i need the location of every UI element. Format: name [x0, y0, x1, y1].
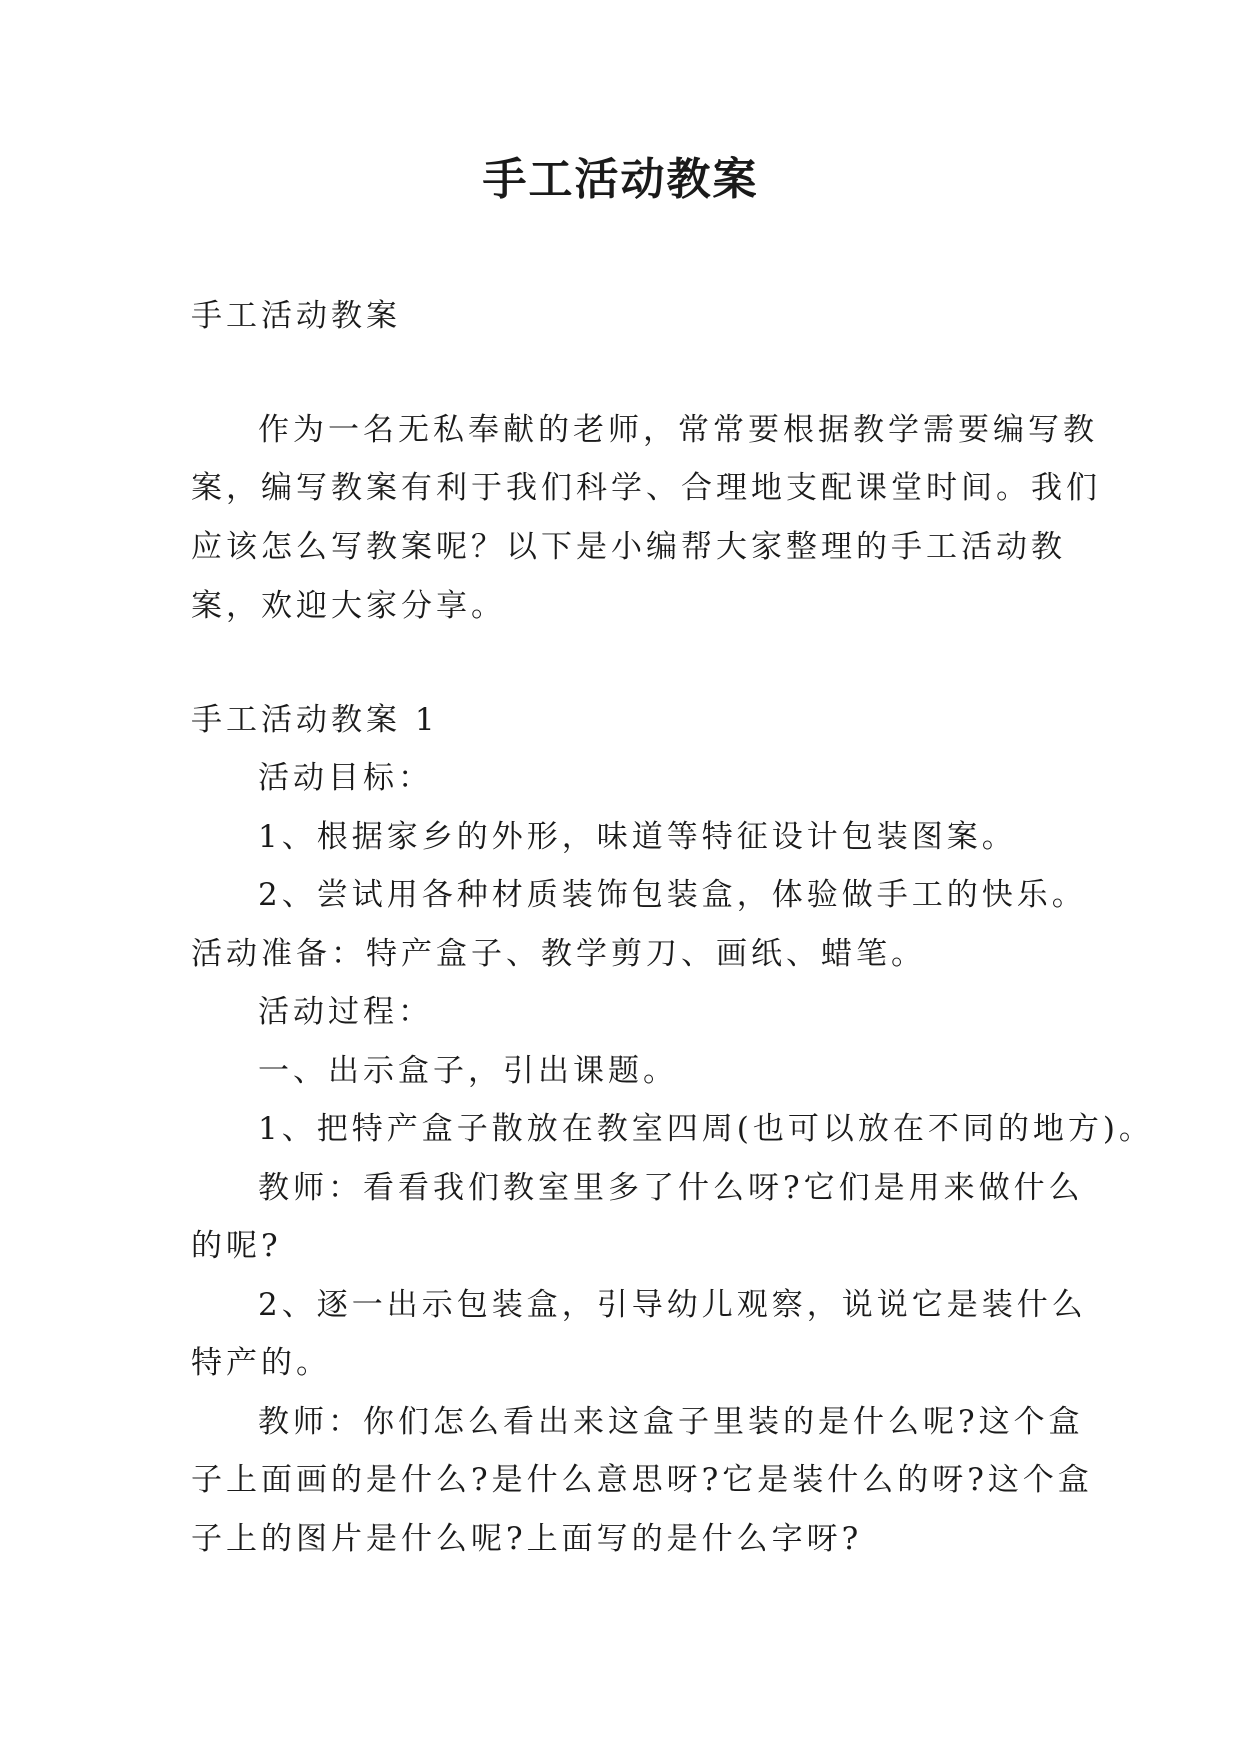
body-line: 特产的。	[191, 1345, 331, 1381]
body-line: 教师：看看我们教室里多了什么呀?它们是用来做什么	[258, 1170, 1084, 1206]
section-heading: 手工活动教案 1	[191, 702, 439, 738]
body-line: 2、尝试用各种材质装饰包装盒，体验做手工的快乐。	[258, 877, 1087, 913]
intro-line-1: 作为一名无私奉献的老师，常常要根据教学需要编写教	[258, 412, 1098, 448]
body-line: 子上的图片是什么呢?上面写的是什么字呀?	[191, 1521, 863, 1557]
body-line: 2、逐一出示包装盒，引导幼儿观察，说说它是装什么	[258, 1287, 1087, 1323]
body-line: 1、把特产盒子散放在教室四周(也可以放在不同的地方)。	[258, 1111, 1154, 1147]
body-line: 的呢?	[191, 1228, 282, 1264]
intro-line-3: 应该怎么写教案呢？以下是小编帮大家整理的手工活动教	[191, 529, 1066, 565]
body-line: 1、根据家乡的外形，味道等特征设计包装图案。	[258, 819, 1017, 855]
body-line: 教师：你们怎么看出来这盒子里装的是什么呢?这个盒	[258, 1404, 1084, 1440]
intro-line-2: 案，编写教案有利于我们科学、合理地支配课堂时间。我们	[191, 470, 1101, 506]
body-line: 子上面画的是什么?是什么意思呀?它是装什么的呀?这个盒	[191, 1462, 1093, 1498]
document-title: 手工活动教案	[482, 154, 759, 205]
body-line: 活动目标：	[258, 760, 433, 796]
body-line: 活动过程：	[258, 994, 433, 1030]
body-line: 一、出示盒子，引出课题。	[258, 1053, 678, 1089]
body-line: 活动准备：特产盒子、教学剪刀、画纸、蜡笔。	[191, 936, 926, 972]
intro-line-4: 案，欢迎大家分享。	[191, 588, 506, 624]
subtitle-line: 手工活动教案	[191, 298, 401, 334]
